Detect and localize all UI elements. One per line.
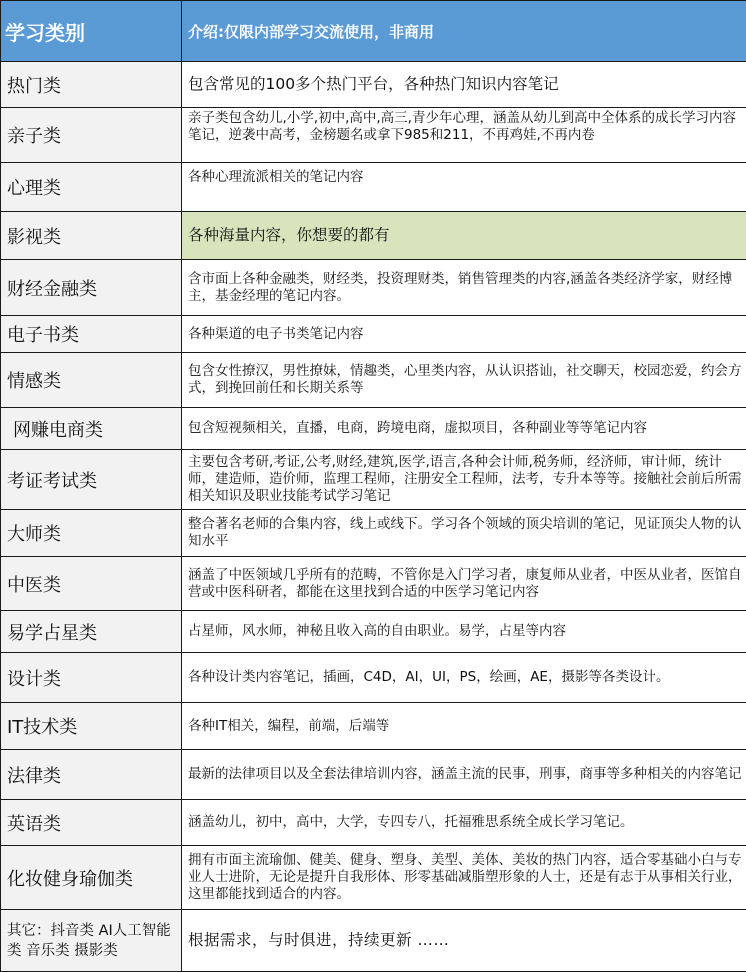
row-description: 涵盖了中医领域几乎所有的范畴，不管你是入门学习者，康复师从业者，中医从业者，医馆自营或中医科研者，都能在这里找到合适的中医学习笔记内容	[182, 557, 746, 611]
row-description: 占星师，风水师，神秘且收入高的自由职业。易学，占星等内容	[182, 611, 746, 653]
table-row	[1, 750, 746, 800]
row-description: 各种IT相关，编程，前端，后端等	[182, 703, 746, 750]
table-row	[1, 703, 746, 750]
row-description: 各种渠道的电子书类笔记内容	[182, 316, 746, 353]
header-intro: 介绍:仅限内部学习交流使用，非商用	[182, 1, 746, 62]
row-category: 考证考试类	[1, 450, 182, 510]
header-category: 学习类别	[1, 1, 182, 62]
table-row	[1, 611, 746, 653]
row-description: 各种设计类内容笔记，插画，C4D，AI，UI，PS，绘画，AE，摄影等各类设计。	[182, 653, 746, 703]
row-category: IT技术类	[1, 703, 182, 750]
row-description: 最新的法律项目以及全套法律培训内容，涵盖主流的民事，刑事，商事等多种相关的内容笔记	[182, 750, 746, 800]
row-description: 含市面上各种金融类，财经类，投资理财类，销售管理类的内容,涵盖各类经济学家，财经博主，基金经理的笔记内容。	[182, 260, 746, 316]
table-row	[1, 510, 746, 557]
row-category: 法律类	[1, 750, 182, 800]
row-category: 热门类	[1, 62, 182, 108]
table-row	[1, 260, 746, 316]
row-category: 心理类	[1, 163, 182, 212]
row-category: 易学占星类	[1, 611, 182, 653]
table-row	[1, 408, 746, 450]
row-description: 涵盖幼儿，初中，高中，大学，专四专八，托福雅思系统全成长学习笔记。	[182, 800, 746, 846]
row-category: 亲子类	[1, 108, 182, 163]
row-description: 包含常见的100多个热门平台，各种热门知识内容笔记	[182, 62, 746, 108]
row-category: 财经金融类	[1, 260, 182, 316]
row-description: 拥有市面主流瑜伽、健美、健身、塑身、美型、美体、美妆的热门内容，适合零基础小白与专业人士进阶，无论是提升自我形体、形零基础减脂塑形象的人士，还是有志于从事相关行业，这里都能找到适合的内容。	[182, 846, 746, 910]
table-row	[1, 62, 746, 108]
table-header-row	[1, 1, 746, 62]
table-row	[1, 450, 746, 510]
row-category: 中医类	[1, 557, 182, 611]
row-category: 网赚电商类	[1, 408, 182, 450]
footer-description: 根据需求，与时俱进，持续更新 ……	[182, 910, 746, 972]
table-row	[1, 846, 746, 910]
row-description: 包含女性撩汉，男性撩妹，情趣类，心里类内容，从认识搭讪，社交聊天，校园恋爱，约会方式，到挽回前任和长期关系等	[182, 353, 746, 408]
row-description	[182, 108, 746, 163]
row-description: 主要包含考研,考证,公考,财经,建筑,医学,语言,各种会计师,税务师，经济师，审计师，统计师，建造师，造价师，监理工程师，注册安全工程师，法考，专升本等等。接触社会前后所需相关知识及职业技能考试学习笔记	[182, 450, 746, 510]
row-category: 英语类	[1, 800, 182, 846]
table-row	[1, 316, 746, 353]
table-row	[1, 653, 746, 703]
footer-category: 其它：抖音类 AI人工智能类 音乐类 摄影类	[1, 910, 182, 972]
table-row	[1, 800, 746, 846]
row-description: 整合著名老师的合集内容，线上或线下。学习各个领域的顶尖培训的笔记，见证顶尖人物的认知水平	[182, 510, 746, 557]
row-description: 各种海量内容，你想要的都有	[182, 212, 746, 260]
row-description: 各种心理流派相关的笔记内容	[182, 163, 746, 212]
table-row	[1, 557, 746, 611]
row-description: 包含短视频相关，直播，电商，跨境电商，虚拟项目，各种副业等等笔记内容	[182, 408, 746, 450]
table-row	[1, 353, 746, 408]
row-description-text: 亲子类包含幼儿,小学,初中,高中,高三,青少年心理，涵盖从幼儿到高中全体系的成长学习内容笔记，逆袭中高考，金榜题名或拿下985和211，不再鸡娃,不再内卷	[188, 110, 746, 162]
row-category: 设计类	[1, 653, 182, 703]
row-category: 影视类	[1, 212, 182, 260]
row-category: 化妆健身瑜伽类	[1, 846, 182, 910]
table-row-footer	[1, 910, 746, 972]
row-category: 大师类	[1, 510, 182, 557]
row-category: 电子书类	[1, 316, 182, 353]
table-row	[1, 212, 746, 260]
table-row	[1, 108, 746, 163]
table-row	[1, 163, 746, 212]
row-category: 情感类	[1, 353, 182, 408]
